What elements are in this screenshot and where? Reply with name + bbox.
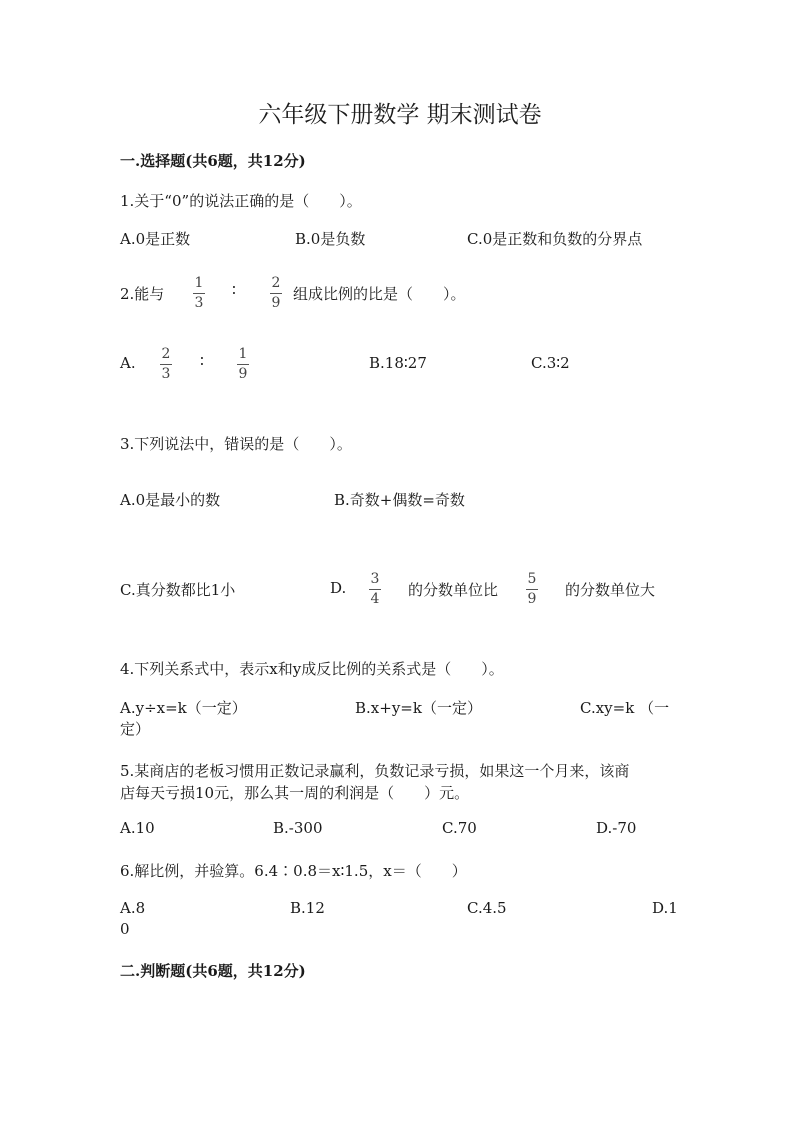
fraction-numerator: 2 <box>161 346 171 362</box>
question-5-option-b[interactable]: B.-300 <box>273 819 323 837</box>
question-6-stem: 6.解比例，并验算。6.4∶0.8＝x∶1.5，x＝（ ） <box>120 862 467 880</box>
question-6-option-b[interactable]: B.12 <box>290 899 325 917</box>
question-6-option-a[interactable]: A.8 <box>120 899 146 917</box>
question-2-option-c[interactable]: C.3∶2 <box>531 354 570 372</box>
question-1-stem: 1.关于“0”的说法正确的是（ ）。 <box>120 192 362 210</box>
question-3-option-d-middle: 的分数单位比 <box>408 581 499 599</box>
fraction-denominator: 9 <box>527 591 537 607</box>
question-2-option-a-label[interactable]: A. <box>120 354 136 372</box>
question-2-option-a-fraction-2 <box>237 347 249 382</box>
fraction-denominator: 9 <box>271 295 281 311</box>
question-5-option-a[interactable]: A.10 <box>120 819 155 837</box>
question-4-option-a[interactable]: A.y÷x=k（一定） <box>120 699 247 717</box>
question-4-option-c[interactable]: C.xy=k （一 <box>580 699 670 717</box>
question-2-fraction-2 <box>270 276 282 311</box>
fraction-numerator: 3 <box>370 571 380 587</box>
question-1-option-c[interactable]: C.0是正数和负数的分界点 <box>467 230 643 248</box>
question-6-option-d-wrap: 0 <box>120 920 130 938</box>
fraction-bar <box>526 589 538 590</box>
fraction-bar <box>369 589 381 590</box>
section-heading-judgement: 二.判断题(共6题，共12分) <box>120 962 306 980</box>
question-5-option-d[interactable]: D.-70 <box>596 819 637 837</box>
fraction-numerator: 5 <box>527 571 537 587</box>
question-3-option-b[interactable]: B.奇数+偶数=奇数 <box>334 491 465 509</box>
question-2-colon: ∶ <box>232 281 236 299</box>
question-3-option-c[interactable]: C.真分数都比1小 <box>120 581 236 599</box>
question-5-option-c[interactable]: C.70 <box>442 819 477 837</box>
fraction-bar <box>270 293 282 294</box>
question-3-option-a[interactable]: A.0是最小的数 <box>120 491 221 509</box>
fraction-bar <box>193 293 205 294</box>
fraction-numerator: 2 <box>271 275 281 291</box>
question-3-stem: 3.下列说法中，错误的是（ ）。 <box>120 435 352 453</box>
question-1-option-a[interactable]: A.0是正数 <box>120 230 191 248</box>
question-3-option-d-label[interactable]: D. <box>330 579 347 597</box>
question-3-option-d-end: 的分数单位大 <box>565 581 656 599</box>
fraction-numerator: 1 <box>194 275 204 291</box>
fraction-denominator: 3 <box>161 366 171 382</box>
question-2-option-a-fraction-1 <box>160 347 172 382</box>
section-heading-choice: 一.选择题(共6题，共12分) <box>120 152 306 170</box>
question-5-stem-line-2: 店每天亏损10元，那么其一周的利润是（ ）元。 <box>120 784 470 802</box>
question-3-option-d-fraction-1 <box>369 572 381 607</box>
question-2-option-b[interactable]: B.18∶27 <box>369 354 427 372</box>
fraction-bar <box>237 364 249 365</box>
question-2-option-a-colon: ∶ <box>200 352 204 370</box>
question-6-option-c[interactable]: C.4.5 <box>467 899 507 917</box>
question-4-option-c-wrap: 定） <box>120 720 151 738</box>
question-6-option-d[interactable]: D.1 <box>652 899 678 917</box>
question-2-fraction-1 <box>193 276 205 311</box>
question-5-stem-line-1: 5.某商店的老板习惯用正数记录赢利，负数记录亏损，如果这一个月来，该商 <box>120 762 630 780</box>
question-1-option-b[interactable]: B.0是负数 <box>295 230 366 248</box>
question-4-option-b[interactable]: B.x+y=k（一定） <box>355 699 482 717</box>
fraction-numerator: 1 <box>238 346 248 362</box>
question-4-stem: 4.下列关系式中，表示x和y成反比例的关系式是（ ）。 <box>120 660 504 678</box>
fraction-denominator: 3 <box>194 295 204 311</box>
fraction-bar <box>160 364 172 365</box>
question-3-option-d-fraction-2 <box>526 572 538 607</box>
fraction-denominator: 4 <box>370 591 380 607</box>
page-title: 六年级下册数学 期末测试卷 <box>258 102 542 128</box>
fraction-denominator: 9 <box>238 366 248 382</box>
question-2-suffix: 组成比例的比是（ ）。 <box>293 285 466 303</box>
question-2-prefix: 2.能与 <box>120 285 165 303</box>
